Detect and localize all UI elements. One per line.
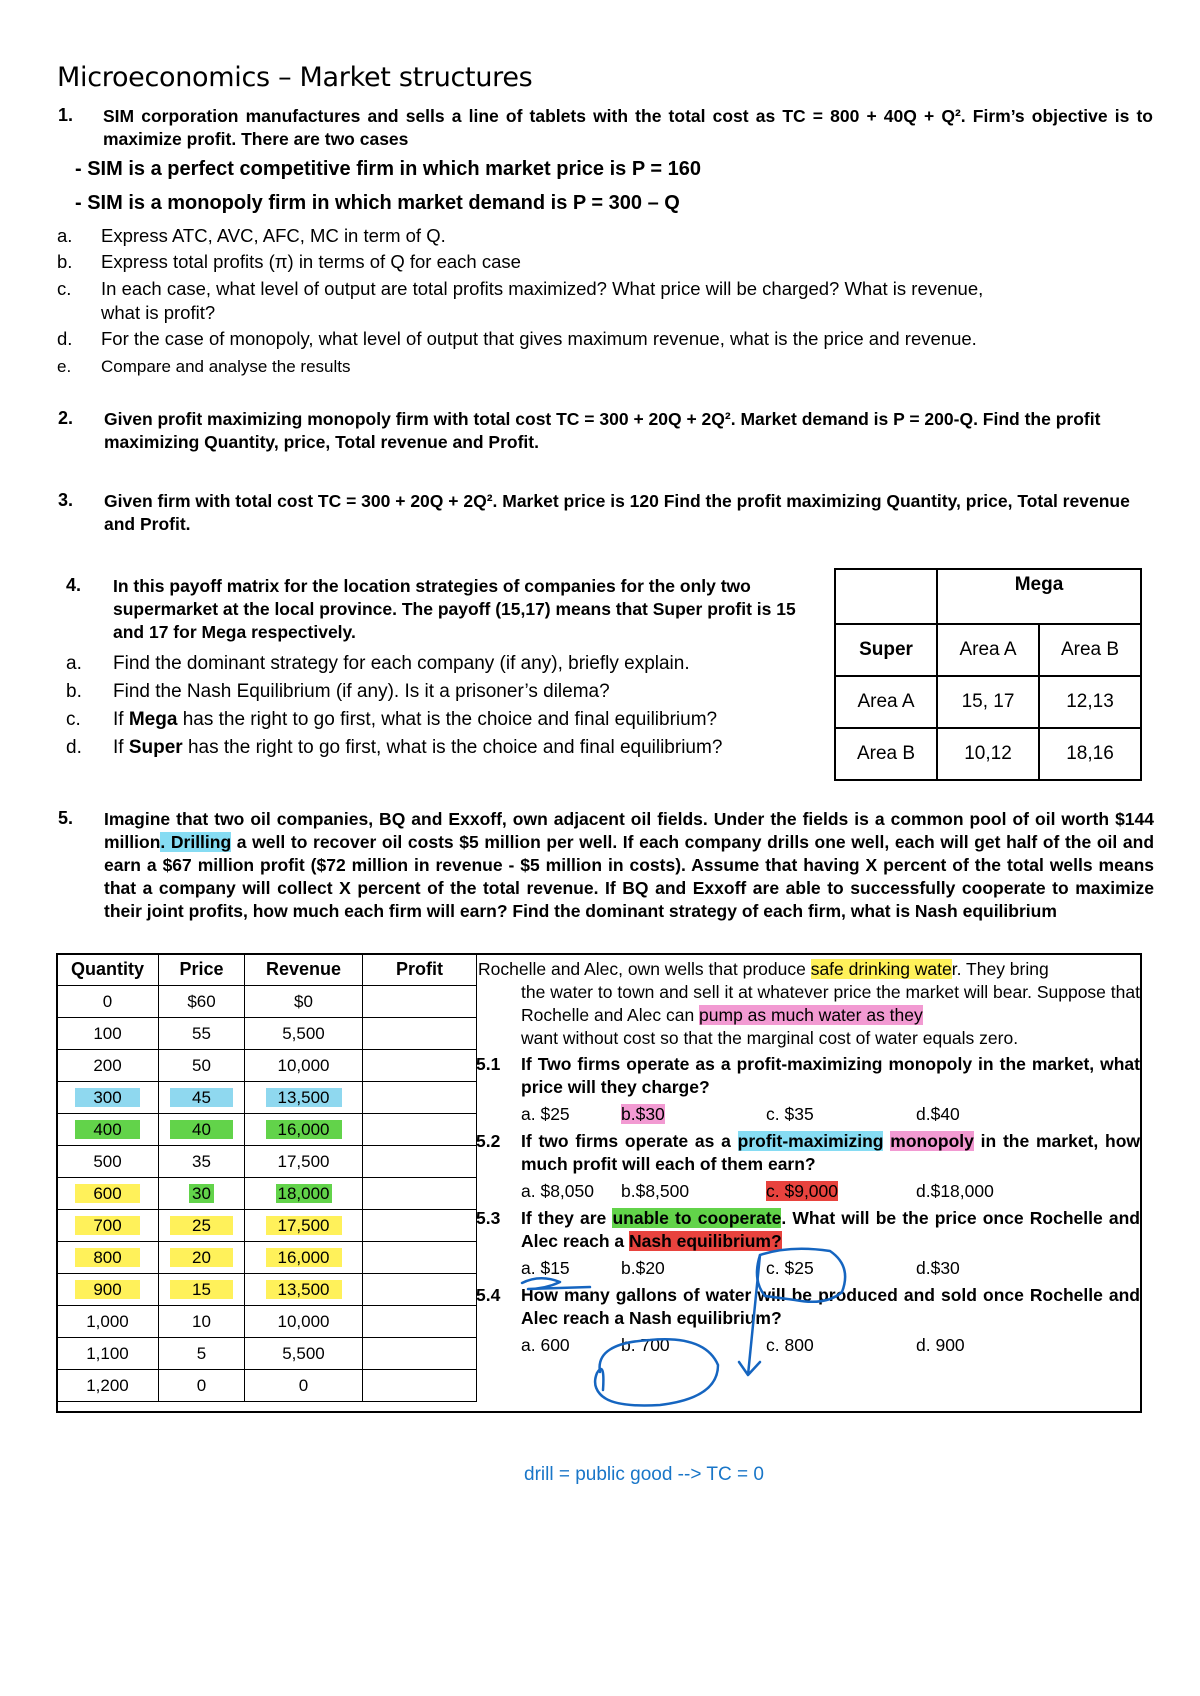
- q52-option: a. $8,050: [521, 1181, 594, 1201]
- quantity-cell: 100: [57, 1018, 159, 1050]
- payoff-row-header: Area B: [835, 728, 937, 780]
- quantity-cell: 900: [57, 1274, 159, 1306]
- quantity-cell: 0: [57, 986, 159, 1018]
- table-header: Revenue: [245, 954, 363, 986]
- q53-option: a. $15: [521, 1258, 570, 1278]
- revenue-cell: 17,500: [245, 1146, 363, 1178]
- payoff-cell: 15, 17: [937, 676, 1039, 728]
- q54-option: d. 900: [916, 1335, 965, 1355]
- answer-circle-b700: [595, 1339, 718, 1405]
- table-header: Quantity: [57, 954, 159, 986]
- question-5-2: 5.2 If two firms operate as a profit-maximizing monopoly in the market, how much profit will each of them earn?: [476, 1131, 1140, 1174]
- q4-number: 4.: [66, 575, 82, 595]
- q5-text: Imagine that two oil companies, BQ and Exxoff, own adjacent oil fields. Under the fields is a common pool of oil worth $144 million. Drilling a well to recover oil costs $5 million per well. If each company drills one well, each will get half of the oil and earn a $67 million profit ($72 million in revenue - $5 million in costs). Assume that having X percent of the total wells means that a company will collect X percent of the total revenue. If BQ and Exxoff are able to successfully cooperate to maximize their joint profits, how much each firm will earn? Find the dominant strategy of each firm, what is Nash equilibrium: [104, 809, 1155, 921]
- intro-line-3: want without cost so that the marginal cost of water equals zero.: [521, 1028, 1019, 1048]
- q1-case-2: - SIM is a monopoly firm in which market demand is P = 300 – Q: [75, 192, 680, 214]
- revenue-cell: 10,000: [245, 1306, 363, 1338]
- price-cell: 10: [159, 1306, 245, 1338]
- question-5-3: 5.3 If they are unable to cooperate. What will be the price once Rochelle and Alec reach a Nash equilibrium?: [476, 1208, 1140, 1251]
- quantity-cell: 500: [57, 1146, 159, 1178]
- q1-number: 1.: [58, 105, 74, 125]
- q4-text: In this payoff matrix for the location strategies of companies for the only two supermarket at the local province. The payoff (15,17) means that Super profit is 15 and 17 for Mega respectively.: [113, 576, 796, 642]
- q1-sub-label: d.: [57, 328, 73, 349]
- revenue-cell: 13,500: [245, 1082, 363, 1114]
- quantity-cell: 200: [57, 1050, 159, 1082]
- quantity-cell: 1,200: [57, 1370, 159, 1402]
- revenue-cell: 17,500: [245, 1210, 363, 1242]
- q54-option: b. 700: [621, 1335, 670, 1355]
- q5-number: 5.: [58, 808, 74, 828]
- price-cell: 45: [159, 1082, 245, 1114]
- payoff-col-header: Area B: [1039, 624, 1141, 676]
- q4-sub-text: Find the dominant strategy for each company (if any), briefly explain.: [113, 653, 690, 674]
- question-5-4: 5.4 How many gallons of water will be produced and sold once Rochelle and Alec reach a Nash equilibrium?: [476, 1285, 1140, 1328]
- q4-sub-text: If Mega has the right to go first, what is the choice and final equilibrium?: [113, 709, 718, 730]
- payoff-header-super: Super: [835, 624, 937, 676]
- quantity-cell: 400: [57, 1114, 159, 1146]
- q1-sub-text: Compare and analyse the results: [101, 357, 351, 376]
- price-cell: 55: [159, 1018, 245, 1050]
- revenue-cell: 5,500: [245, 1338, 363, 1370]
- price-cell: 20: [159, 1242, 245, 1274]
- q51-option: d.$40: [916, 1104, 960, 1124]
- payoff-col-header: Area A: [937, 624, 1039, 676]
- quantity-cell: 1,000: [57, 1306, 159, 1338]
- q1-sub-text: Express ATC, AVC, AFC, MC in term of Q.: [101, 225, 446, 246]
- q2-text: Given profit maximizing monopoly firm with total cost TC = 300 + 20Q + 2Q². Market demand is P = 200-Q. Find the profit maximizing Quantity, price, Total revenue and Profit.: [104, 409, 1101, 452]
- q4-sub-label: a.: [66, 653, 82, 674]
- q3-text: Given firm with total cost TC = 300 + 20Q + 2Q². Market price is 120 Find the profit maximizing Quantity, price, Total revenue and Profit.: [104, 491, 1130, 534]
- q1-sub-label: a.: [57, 225, 73, 246]
- quantity-cell: 300: [57, 1082, 159, 1114]
- payoff-cell: 18,16: [1039, 728, 1141, 780]
- strikethrough-mark: [522, 1278, 590, 1289]
- q4-sub-text: If Super has the right to go first, what is the choice and final equilibrium?: [113, 737, 723, 758]
- revenue-cell: 16,000: [245, 1242, 363, 1274]
- revenue-cell: 13,500: [245, 1274, 363, 1306]
- payoff-cell: 10,12: [937, 728, 1039, 780]
- table-header: Price: [159, 954, 245, 986]
- table-header: Profit: [363, 954, 477, 986]
- price-cell: $60: [159, 986, 245, 1018]
- intro-line-1: Rochelle and Alec, own wells that produce safe drinking water. They bring: [478, 959, 1049, 979]
- q51-option: c. $35: [766, 1104, 814, 1124]
- price-cell: 25: [159, 1210, 245, 1242]
- page-title: Microeconomics – Market structures: [57, 62, 533, 93]
- revenue-cell: 0: [245, 1370, 363, 1402]
- q1-sub-label: b.: [57, 251, 73, 272]
- price-cell: 5: [159, 1338, 245, 1370]
- quantity-cell: 1,100: [57, 1338, 159, 1370]
- q1-sub-text: For the case of monopoly, what level of output that gives maximum revenue, what is the price and revenue.: [101, 328, 977, 349]
- revenue-cell: 18,000: [245, 1178, 363, 1210]
- quantity-cell: 600: [57, 1178, 159, 1210]
- q4-sub-text: Find the Nash Equilibrium (if any). Is it a prisoner’s dilema?: [113, 681, 610, 702]
- q1-text: SIM corporation manufactures and sells a line of tablets with the total cost as TC = 800 + 40Q + Q². Firm’s objective is to maximize profit. There are two cases: [103, 106, 1153, 149]
- q1-sub-text: what is profit?: [101, 302, 216, 323]
- q2-number: 2.: [58, 408, 74, 428]
- revenue-cell: $0: [245, 986, 363, 1018]
- q53-option: c. $25: [766, 1258, 814, 1278]
- q53-option: b.$20: [621, 1258, 665, 1278]
- q52-option: b.$8,500: [621, 1181, 690, 1201]
- q52-option: d.$18,000: [916, 1181, 994, 1201]
- price-cell: 50: [159, 1050, 245, 1082]
- q4-sub-label: c.: [66, 709, 81, 730]
- payoff-cell: 12,13: [1039, 676, 1141, 728]
- price-cell: 40: [159, 1114, 245, 1146]
- q1-sub-label: c.: [57, 278, 72, 299]
- q4-sub-label: b.: [66, 681, 82, 702]
- q1-sub-text: Express total profits (π) in terms of Q for each case: [101, 251, 521, 272]
- q52-option: c. $9,000: [766, 1181, 838, 1201]
- payoff-row-header: Area A: [835, 676, 937, 728]
- payoff-header-mega: Mega: [937, 569, 1141, 624]
- revenue-cell: 5,500: [245, 1018, 363, 1050]
- answer-circle-c25: [757, 1249, 845, 1302]
- price-cell: 30: [159, 1178, 245, 1210]
- q1-sub-text: In each case, what level of output are total profits maximized? What price will be charged? What is revenue,: [101, 278, 984, 299]
- q3-number: 3.: [58, 490, 74, 510]
- question-5-1: 5.1 If Two firms operate as a profit-maximizing monopoly in the market, what price will they charge?: [476, 1054, 1140, 1097]
- handwritten-note: drill = public good --> TC = 0: [524, 1464, 764, 1485]
- price-cell: 35: [159, 1146, 245, 1178]
- q53-option: d.$30: [916, 1258, 960, 1278]
- price-cell: 15: [159, 1274, 245, 1306]
- q54-option: a. 600: [521, 1335, 570, 1355]
- revenue-cell: 10,000: [245, 1050, 363, 1082]
- q1-case-1: - SIM is a perfect competitive firm in which market price is P = 160: [75, 158, 701, 180]
- revenue-cell: 16,000: [245, 1114, 363, 1146]
- q54-option: c. 800: [766, 1335, 814, 1355]
- q51-option: b.$30: [621, 1104, 665, 1124]
- q51-option: a. $25: [521, 1104, 570, 1124]
- quantity-cell: 700: [57, 1210, 159, 1242]
- quantity-cell: 800: [57, 1242, 159, 1274]
- q1-sub-label: e.: [57, 357, 72, 376]
- price-cell: 0: [159, 1370, 245, 1402]
- q4-sub-label: d.: [66, 737, 82, 758]
- intro-line-2: the water to town and sell it at whatever price the market will bear. Suppose that Rochelle and Alec can pump as much water as they: [521, 982, 1140, 1025]
